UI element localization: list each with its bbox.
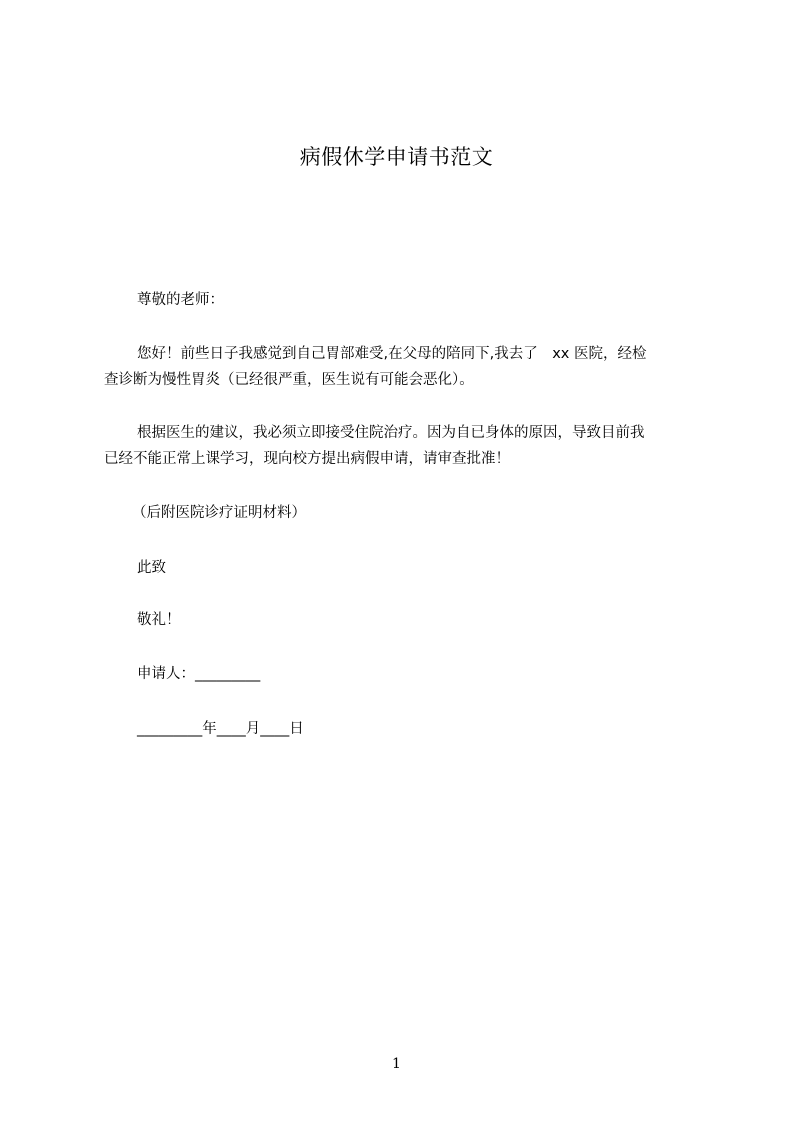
applicant-line: 申请人：_________ xyxy=(137,666,261,682)
paragraph-diagnosis-line-2: 查诊断为慢性胃炎（已经很严重，医生说有可能会恶化）。 xyxy=(104,372,474,388)
document-title: 病假休学申请书范文 xyxy=(299,145,494,169)
paragraph-request-line-1: 根据医生的建议，我必须立即接受住院治疗。因为自已身体的原因，导致目前我 xyxy=(137,425,645,441)
page-number: 1 xyxy=(392,1056,401,1072)
paragraph-diagnosis xyxy=(104,341,716,393)
closing-line-1: 此致 xyxy=(137,560,166,576)
paragraph-diagnosis-line-1: 您好！前些日子我感觉到自己胃部难受,在父母的陪同下,我去了 xx 医院，经检 xyxy=(137,346,647,362)
closing-line-2: 敬礼！ xyxy=(137,612,181,628)
paragraph-request-line-2: 已经不能正常上课学习，现向校方提出病假申请，请审查批准！ xyxy=(104,451,510,467)
attachment-note: （后附医院诊疗证明材料） xyxy=(132,505,306,521)
salutation: 尊敬的老师： xyxy=(137,292,224,308)
date-line: _________年____月____日 xyxy=(137,721,304,737)
paragraph-request xyxy=(104,420,716,472)
